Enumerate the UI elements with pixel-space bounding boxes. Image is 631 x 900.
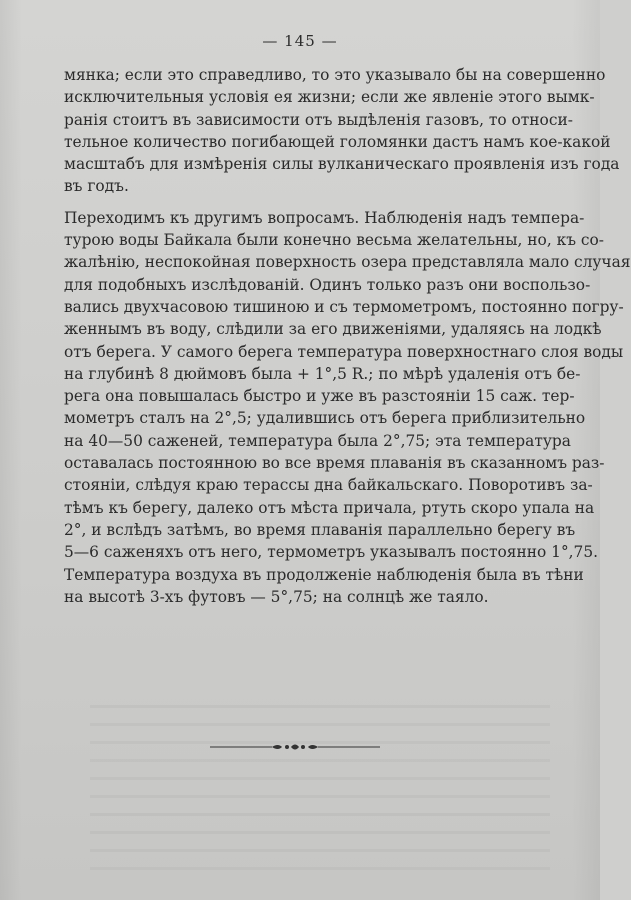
- text-line: для подобныхъ изслѣдованій. Одинъ только разъ они воспользо-: [64, 275, 591, 294]
- paragraph-2: [64, 207, 631, 608]
- text-line: мянка; если это справедливо, то это указывало бы на совершенно: [64, 66, 606, 84]
- text-line: стояніи, слѣдуя краю терассы дна байкальскаго. Поворотивъ за-: [64, 476, 593, 495]
- text-line: турою воды Байкала были конечно весьма желательны, но, къ со-: [64, 231, 604, 250]
- divider-ornament-icon: [210, 740, 380, 754]
- text-line: Температура воздуха въ продолженіе наблюденія была въ тѣни: [64, 565, 584, 584]
- text-line: на высотѣ 3-хъ футовъ — 5°,75; на солнцѣ же таяло.: [64, 587, 489, 606]
- text-line: 2°, и вслѣдъ затѣмъ, во время плаванія параллельно берегу въ: [64, 520, 576, 539]
- paragraph-gap: [64, 198, 558, 207]
- text-line: масштабъ для измѣренія силы вулканическаго проявленія изъ года: [64, 155, 620, 174]
- text-line: вались двухчасовою тишиною и съ термометромъ, постоянно погру-: [64, 297, 624, 316]
- text-line: ранія стоитъ въ зависимости отъ выдѣленія газовъ, то относи-: [64, 110, 573, 129]
- text-line: мометръ сталъ на 2°,5; удалившись отъ берега приблизительно: [64, 409, 586, 428]
- text-line: жалѣнію, неспокойная поверхность озера представляла мало случая: [64, 253, 631, 272]
- text-line: отъ берега. У самого берега температура поверхностнаго слоя воды: [64, 342, 624, 361]
- text-line: исключительныя условія ея жизни; если же явленіе этого вымк-: [64, 88, 595, 107]
- text-line: женнымъ въ воду, слѣдили за его движеніями, удаляясь на лодкѣ: [64, 320, 602, 339]
- text-line: Переходимъ къ другимъ вопросамъ. Наблюденія надъ темпера-: [64, 208, 585, 227]
- text-line: на 40—50 саженей, температура была 2°,75; эта температура: [64, 431, 571, 450]
- text-line: оставалась постоянною во все время плаванія въ сказанномъ раз-: [64, 454, 605, 473]
- paragraph-1: [64, 64, 620, 198]
- bleed-through-texture: [90, 690, 550, 880]
- body-text: [64, 64, 631, 608]
- text-line: тѣмъ къ берегу, далеко отъ мѣста причала, ртуть скоро упала на: [64, 498, 595, 517]
- text-line: тельное количество погибающей голомянки дастъ намъ кое-какой: [64, 132, 611, 151]
- page-number: — 145 —: [262, 32, 338, 50]
- text-line: рега она повышалась быстро и уже въ разстояніи 15 саж. тер-: [64, 387, 575, 406]
- text-line: въ годъ.: [64, 177, 129, 196]
- text-line: 5—6 саженяхъ отъ него, термометръ указывалъ постоянно 1°,75.: [64, 543, 599, 562]
- text-line: на глубинѣ 8 дюймовъ была + 1°,5 R.; по мѣрѣ удаленія отъ бе-: [64, 364, 581, 383]
